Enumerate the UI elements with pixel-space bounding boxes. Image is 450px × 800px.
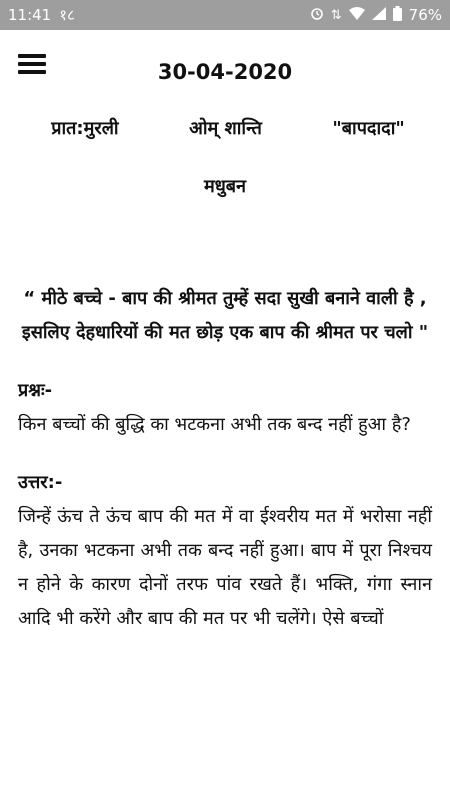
- answer-label: उत्तर:-: [18, 472, 63, 493]
- app-bar: [0, 30, 450, 88]
- notification-text: १८: [59, 6, 75, 24]
- status-bar-right: [310, 6, 442, 25]
- data-arrows-icon: ⇅: [330, 7, 342, 23]
- question-section: [18, 378, 432, 442]
- speaker-label: "बापदादा": [332, 118, 405, 139]
- session-label: प्रात:मुरली: [51, 118, 119, 139]
- status-bar-left: [8, 5, 75, 25]
- battery-percent: 76%: [408, 6, 442, 24]
- wifi-icon: [349, 6, 365, 24]
- answer-text: जिन्हें ऊंच ते ऊंच बाप की मत में वा ईश्वरीय मत में भरोसा नहीं है, उनका भटकना अभी तक बन्द नहीं हुआ। बाप में पूरा निश्चय न होने के कारण दोनों तरफ पांव रखते हैं। भक्ति, गंगा स्नान आदि भी करेंगे और बाप की मत पर भी चलेंगे। ऐसे बच्चों: [18, 506, 432, 629]
- murli-meta-row: [16, 116, 440, 140]
- battery-icon: [393, 6, 402, 25]
- status-bar: [0, 0, 450, 30]
- status-time: 11:41: [8, 6, 52, 24]
- place-label: मधुबन: [203, 176, 247, 197]
- signal-icon: [372, 6, 386, 24]
- page-date: 30-04-2020: [157, 60, 293, 84]
- headline: “ मीठे बच्चे - बाप की श्रीमत तुम्हें सदा सुखी बनाने वाली है , इसलिए देहधारियों की मत छोड़ एक बाप की श्रीमत पर चलो ": [21, 288, 429, 343]
- answer-section: [18, 470, 432, 636]
- question-label: प्रश्नः-: [18, 380, 53, 401]
- alarm-icon: [310, 6, 324, 24]
- greeting-label: ओम् शान्ति: [189, 118, 262, 139]
- question-text: किन बच्चों की बुद्धि का भटकना अभी तक बन्द नहीं हुआ है?: [18, 414, 411, 435]
